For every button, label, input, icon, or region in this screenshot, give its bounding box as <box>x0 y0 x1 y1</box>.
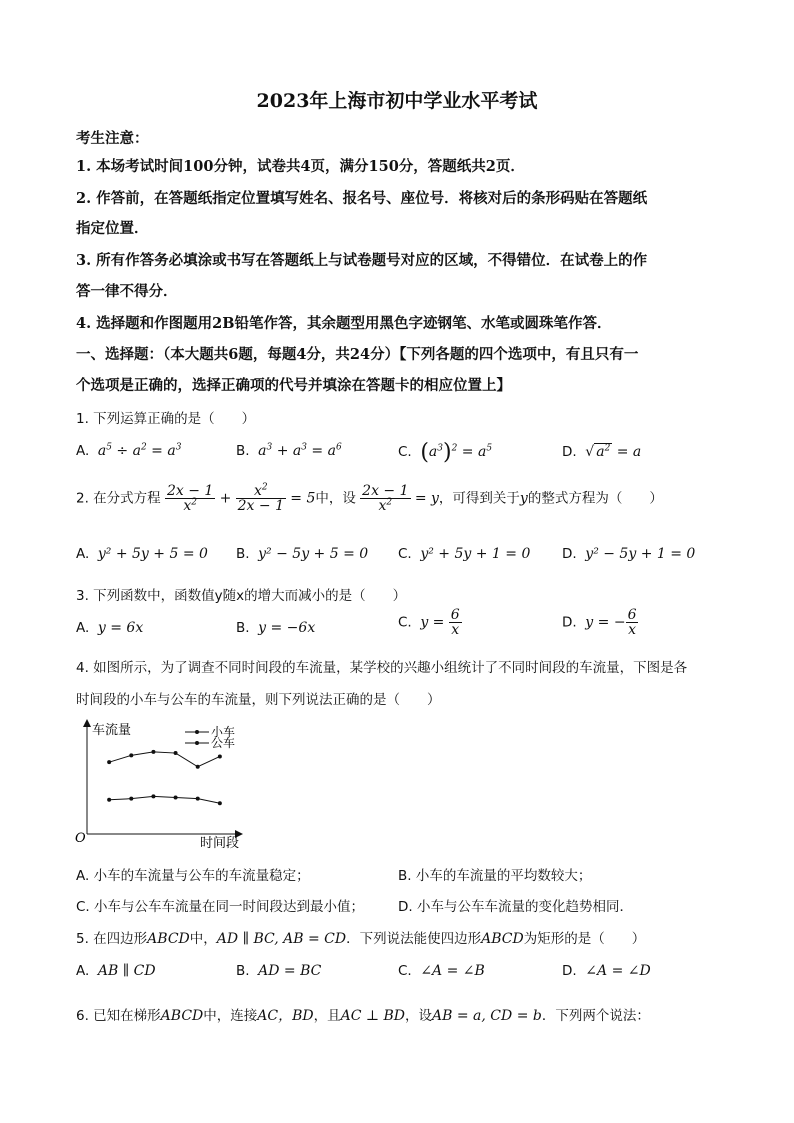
notice-item-1: 1. 本场考试时间100分钟，试卷共4页，满分150分，答题纸共2页． <box>76 158 525 175</box>
q2-option-d: D. y² − 5y + 1 = 0 <box>562 546 696 562</box>
data-point <box>196 765 200 769</box>
q5-option-d: D. ∠A = ∠D <box>562 963 651 979</box>
legend-label-1: 公车 <box>211 736 236 750</box>
q1-option-b: B. $a^3 + a^3 = a^6$ <box>236 442 342 459</box>
series-line-0 <box>109 752 220 767</box>
data-point <box>129 797 133 801</box>
page-title: 2023年上海市初中学业水平考试 <box>256 90 538 112</box>
q3-option-b: B. y = −6x <box>236 620 316 636</box>
section-heading-cont: 个选项是正确的，选择正确项的代号并填涂在答题卡的相应位置上】 <box>76 377 511 394</box>
q3-stem: 3. 下列函数中，函数值y随x的增大而减小的是（ ） <box>76 588 407 604</box>
notice-item-2-cont: 指定位置． <box>76 220 149 237</box>
data-point <box>129 753 133 757</box>
notice-item-2: 2. 作答前，在答题纸指定位置填写姓名、报名号、座位号．将核对后的条形码贴在答题纸 <box>76 190 648 207</box>
q3-option-c: C. y = $\frac{6}{x}$ <box>398 607 460 638</box>
notice-item-3-cont: 答一律不得分． <box>76 283 178 300</box>
q4-option-d: D. 小车与公车车流量的变化趋势相同． <box>398 899 633 915</box>
origin-label: O <box>75 831 86 846</box>
q1-option-a: A. $a^5 \div a^2 = a^3$ <box>76 442 182 459</box>
data-point <box>107 798 111 802</box>
data-point <box>196 797 200 801</box>
legend-label-0: 小车 <box>211 725 236 739</box>
x-axis-label: 时间段 <box>200 836 240 851</box>
q5-option-c: C. ∠A = ∠B <box>398 963 485 979</box>
chart-series <box>107 750 222 805</box>
chart-legend <box>185 725 235 750</box>
q5-stem: 5. 在四边形ABCD中，AD ∥ BC, AB = CD．下列说法能使四边形ABCD为矩形的是（ ） <box>76 931 646 947</box>
q3-option-d: D. y = − $\frac{6}{x}$ <box>562 607 637 638</box>
notice-item-3: 3. 所有作答务必填涂或书写在答题纸上与试卷题号对应的区域，不得错位．在试卷上的作 <box>76 252 648 269</box>
q4-option-a: A. 小车的车流量与公车的车流量稳定； <box>76 868 310 884</box>
data-point <box>151 750 155 754</box>
q6-stem: 6. 已知在梯形ABCD中，连接AC，BD，且AC ⊥ BD，设AB = a, CD = b．下列两个说法： <box>76 1008 650 1024</box>
notice-item-4: 4. 选择题和作图题用2B铅笔作答，其余题型用黑色字迹钢笔、水笔或圆珠笔作答． <box>76 315 612 332</box>
series-line-1 <box>109 796 220 803</box>
q1-option-c: C. $(a^3)^2 = a^5$ <box>398 440 493 465</box>
q5-option-b: B. AD = BC <box>236 963 322 979</box>
traffic-chart <box>72 712 272 854</box>
data-point <box>107 760 111 764</box>
legend-marker-0 <box>195 730 199 734</box>
data-point <box>174 751 178 755</box>
q1-option-d: D. √ $a^2 = a$ <box>562 443 642 460</box>
q1-stem: 1. 下列运算正确的是（ ） <box>76 411 256 427</box>
data-point <box>151 794 155 798</box>
q5-option-a: A. AB ∥ CD <box>76 963 156 979</box>
q2-option-c: C. y² + 5y + 1 = 0 <box>398 546 531 562</box>
data-point <box>218 754 222 758</box>
q2-option-b: B. y² − 5y + 5 = 0 <box>236 546 369 562</box>
data-point <box>174 796 178 800</box>
section-heading: 一、选择题：（本大题共6题，每题4分，共24分）【下列各题的四个选项中，有且只有一 <box>76 346 639 363</box>
q4-stem-cont: 时间段的小车与公车的车流量，则下列说法正确的是（ ） <box>76 692 441 708</box>
q4-option-b: B. 小车的车流量的平均数较大； <box>398 868 592 884</box>
data-point <box>218 801 222 805</box>
notice-heading: 考生注意： <box>76 130 149 147</box>
q3-option-a: A. y = 6x <box>76 620 144 636</box>
q2-stem: 2. 在分式方程 $\frac{2x - 1}{x^2}$ + $\frac{x^2}{2x - 1}$ = 5中，设 $\frac{2x - 1}{x^2}$ = y，可得到关于y的整式方程为（ ） <box>76 482 663 514</box>
q2-option-a: A. y² + 5y + 5 = 0 <box>76 546 208 562</box>
q4-stem: 4. 如图所示，为了调查不同时间段的车流量，某学校的兴趣小组统计了不同时间段的车流量，下图是各 <box>76 660 688 676</box>
legend-marker-1 <box>195 741 199 745</box>
y-axis-label: 车流量 <box>92 723 132 738</box>
q4-option-c: C. 小车与公车车流量在同一时间段达到最小值； <box>76 899 365 915</box>
